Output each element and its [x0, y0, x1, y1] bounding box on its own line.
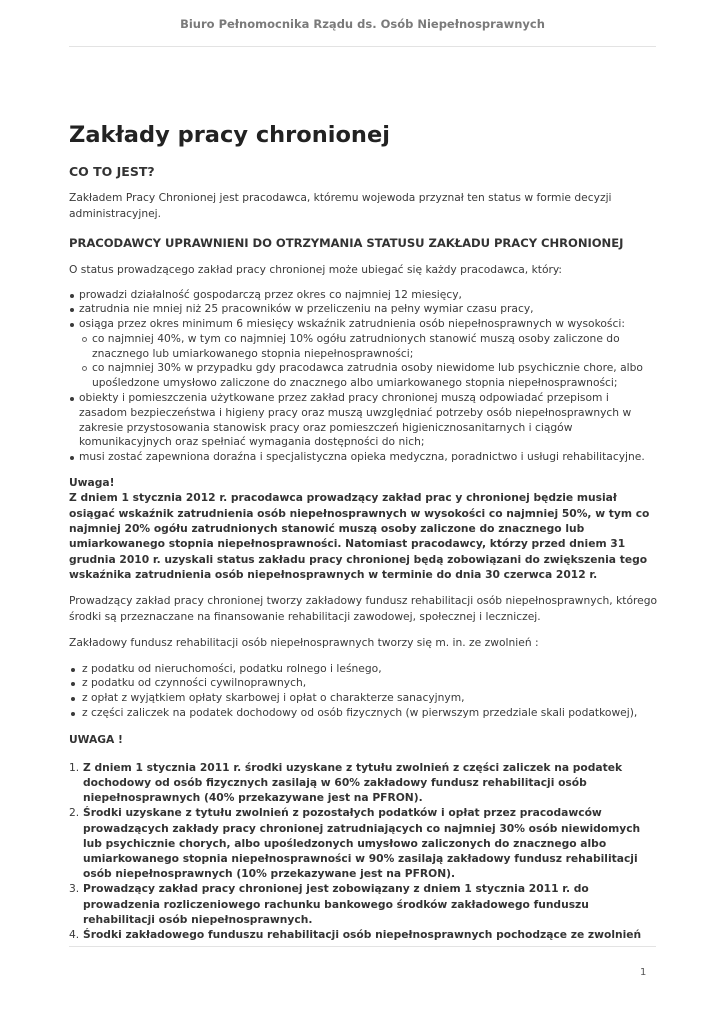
numbered-item: 1. Z dniem 1 stycznia 2011 r. środki uzyskane z tytułu zwolnień z części zaliczek na podatek dochodowy od osób fizycznych zasilają w 60% zakładowy fundusz rehabilitacji osób niepełnosprawnych (40% przekazywane jest na PFRON).	[69, 760, 623, 805]
list-item: osiąga przez okres minimum 6 miesięcy wskaźnik zatrudnienia osób niepełnosprawnych w wysokości: co najmniej 40%, w tym co najmniej 10% ogółu zatrudnionych stanowić muszą osoby zaliczone do znacznego lub umiarkowanego stopnia niepełnosprawności; co najmniej 30% w przypadku gdy pracodawca zatrudnia osoby niewidome lub psychicznie chore, albo upośledzone umysłowo zaliczone do znacznego albo umiarkowanego stopnia niepełnosprawności;	[69, 317, 659, 391]
sub-list-item: co najmniej 40%, w tym co najmniej 10% ogółu zatrudnionych stanowić muszą osoby zaliczone do znacznego lub umiarkowanego stopnia niepełnosprawności;	[79, 332, 659, 362]
fund-intro: Zakładowy fundusz rehabilitacji osób niepełnosprawnych tworzy się m. in. ze zwolnień :	[69, 636, 539, 650]
list-item: z opłat z wyjątkiem opłaty skarbowej i opłat o charakterze sanacyjnym,	[69, 691, 659, 706]
numbered-item: 3. Prowadzący zakład pracy chronionej jest zobowiązany z dniem 1 stycznia 2011 r. do prowadzenia rozliczeniowego rachunku bankowego środków zakładowego funduszu rehabilitacji osób niepełnosprawnych.	[69, 882, 589, 926]
warning-note	[69, 475, 659, 582]
item-number: 3.	[69, 882, 80, 896]
page-title: Zakłady pracy chronionej	[69, 122, 390, 148]
warning-label: Uwaga!	[69, 476, 115, 490]
uwaga-heading: UWAGA !	[69, 732, 123, 746]
employment-rate-sublist	[79, 332, 659, 391]
section-heading-what: CO TO JEST?	[69, 164, 155, 179]
list-item: prowadzi działalność gospodarczą przez okres co najmniej 12 miesięcy,	[69, 288, 659, 303]
sub-list-item: co najmniej 30% w przypadku gdy pracodawca zatrudnia osoby niewidome lub psychicznie chore, albo upośledzone umysłowo zaliczone do znacznego albo umiarkowanego stopnia niepełnosprawności;	[79, 361, 659, 391]
employers-intro: O status prowadzącego zakład pracy chronionej może ubiegać się każdy pracodawca, który:	[69, 263, 563, 276]
requirements-list	[69, 288, 659, 466]
item-number: 1.	[69, 760, 80, 774]
list-item: z podatku od czynności cywilnoprawnych,	[69, 676, 659, 691]
item-number: 4.	[69, 928, 80, 942]
fund-paragraph: Prowadzący zakład pracy chronionej tworzy zakładowy fundusz rehabilitacji osób niepełnosprawnych, którego środki są przeznaczane na finansowanie rehabilitacji zawodowej, społecznej i leczniczej.	[69, 594, 658, 623]
header-divider	[69, 46, 656, 47]
list-item: obiekty i pomieszczenia użytkowane przez zakład pracy chronionej muszą odpowiadać przepisom i zasadom bezpieczeństwa i higieny pracy oraz muszą uwzględniać potrzeby osób niepełnosprawnych w zakresie przystosowania stanowisk pracy oraz pomieszczeń higienicznosanitarnych i ciągów komunikacyjnych oraz spełniać wymagania dostępności do nich;	[69, 391, 659, 450]
footer-divider	[69, 946, 656, 947]
numbered-notes-list	[69, 760, 659, 942]
list-item: zatrudnia nie mniej niż 25 pracowników w przeliczeniu na pełny wymiar czasu pracy,	[69, 302, 659, 317]
warning-text: Z dniem 1 stycznia 2012 r. pracodawca prowadzący zakład prac y chronionej będzie musiał osiągać wskaźnik zatrudnienia osób niepełnosprawnych w wysokości co najmniej 50%, w tym co najmniej 20% ogółu zatrudnionych stanowić muszą osoby zaliczone do znacznego lub umiarkowanego stopnia niepełnosprawności. Natomiast pracodawcy, którzy przed dniem 31 grudnia 2010 r. uzyskali status zakładu pracy chronionej będą zobowiązani do zwiększenia tego wskaźnika zatrudnienia osób niepełnosprawnych w terminie do dnia 30 czerwca 2012 r.	[69, 491, 650, 581]
item-number: 2.	[69, 806, 80, 820]
numbered-item: 4. Środki zakładowego funduszu rehabilitacji osób niepełnosprawnych pochodzące ze zwolnień	[69, 928, 642, 942]
list-item: z podatku od nieruchomości, podatku rolnego i leśnego,	[69, 662, 659, 677]
page-number: 1	[640, 967, 647, 978]
section-heading-employers: PRACODAWCY UPRAWNIENI DO OTRZYMANIA STATUSU ZAKŁADU PRACY CHRONIONEJ	[69, 236, 624, 250]
document-header: Biuro Pełnomocnika Rządu ds. Osób Niepełnosprawnych	[180, 17, 545, 31]
definition-paragraph: Zakładem Pracy Chronionej jest pracodawca, któremu wojewoda przyznał ten status w formie decyzji administracyjnej.	[69, 191, 612, 220]
numbered-item: 2. Środki uzyskane z tytułu zwolnień z pozostałych podatków i opłat przez pracodawców prowadzących zakłady pracy chronionej zatrudniających co najmniej 30% osób niewidomych lub psychicznie chorych, albo upośledzonych umysłowo zaliczonych do znacznego albo umiarkowanego stopnia niepełnosprawności w 90% zasilają zakładowy fundusz rehabilitacji osób niepełnosprawnych (10% przekazywane jest na PFRON).	[69, 806, 641, 881]
document-body	[69, 118, 659, 942]
list-item: z części zaliczek na podatek dochodowy od osób fizycznych (w pierwszym przedziale skali podatkowej),	[69, 706, 659, 721]
list-item: musi zostać zapewniona doraźna i specjalistyczna opieka medyczna, poradnictwo i usługi rehabilitacyjne.	[69, 450, 659, 465]
exemptions-list	[69, 662, 659, 721]
